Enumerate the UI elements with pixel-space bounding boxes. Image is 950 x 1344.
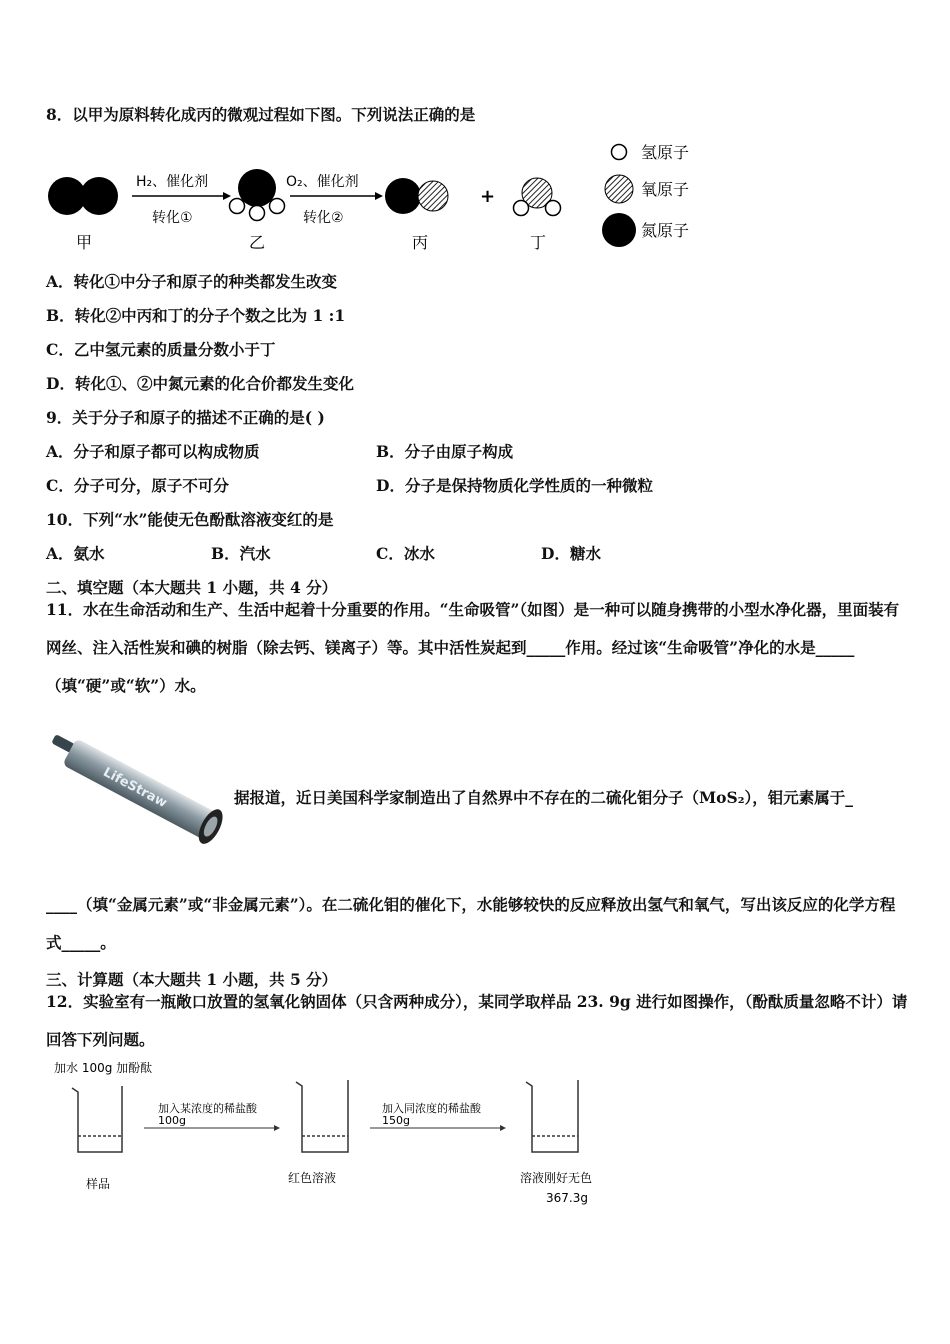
- q8-reaction-diagram: [40, 138, 720, 258]
- q10-option-a: A．氨水: [46, 544, 105, 563]
- q8-option-b: B．转化②中丙和丁的分子个数之比为 1 :1: [46, 306, 346, 325]
- section-2-heading: 二、填空题（本大题共 1 小题，共 4 分）: [46, 578, 338, 597]
- q12-stem: 12．实验室有一瓶敞口放置的氢氧化钠固体（只含两种成分），某同学取样品 23. 9g 进行如图操作，（酚酞质量忽略不计）请回答下列问题。: [46, 992, 908, 1049]
- q9-option-d: D．分子是保持物质化学性质的一种微粒: [376, 476, 653, 495]
- label-jia: 甲: [76, 233, 93, 252]
- legend: [602, 143, 689, 247]
- legend-oxygen-label: 氧原子: [641, 180, 690, 199]
- q8-stem: 8．以甲为原料转化成丙的微观过程如下图。下列说法正确的是: [46, 105, 476, 124]
- molecule-jia: [48, 177, 118, 215]
- q8-option-d: D．转化①、②中氮元素的化合价都发生变化: [46, 374, 354, 393]
- q8-option-a: A．转化①中分子和原子的种类都发生改变: [46, 272, 338, 291]
- lifestraw-brand-text: LifeStraw: [100, 764, 170, 812]
- beaker3-label: 溶液刚好无色: [520, 1171, 593, 1185]
- legend-nitrogen-icon: [602, 213, 636, 247]
- q9-stem: 9．关于分子和原子的描述不正确的是( ): [46, 408, 325, 427]
- q9-option-b: B．分子由原子构成: [376, 442, 514, 461]
- q10-option-c: C．冰水: [376, 544, 435, 563]
- q10-option-d: D．糖水: [541, 544, 601, 563]
- q10-stem: 10．下列“水”能使无色酚酞溶液变红的是: [46, 510, 334, 529]
- section-3-heading: 三、计算题（本大题共 1 小题，共 5 分）: [46, 970, 338, 989]
- mass-label: 367.3g: [546, 1191, 588, 1205]
- molecule-yi: [230, 169, 285, 221]
- legend-hydrogen-icon: [612, 145, 627, 160]
- legend-nitrogen-label: 氮原子: [641, 221, 690, 240]
- q12-experiment-diagram: [40, 1052, 640, 1212]
- arrow1-amount: 100g: [158, 1114, 186, 1127]
- arrow1-text: 加入某浓度的稀盐酸: [158, 1102, 257, 1115]
- label-yi: 乙: [249, 233, 266, 252]
- legend-hydrogen-label: 氢原子: [641, 143, 690, 162]
- arrow1-top-text: H₂、催化剂: [136, 174, 209, 190]
- arrow1-bottom-text: 转化①: [152, 210, 193, 226]
- q9-option-a: A．分子和原子都可以构成物质: [46, 442, 260, 461]
- plus-sign: +: [480, 186, 496, 207]
- molecule-ding: [514, 178, 561, 216]
- q11-paragraph-1: 11．水在生命活动和生产、生活中起着十分重要的作用。“生命吸管”（如图）是一种可以随身携带的小型水净化器，里面装有网丝、注入活性炭和碘的树脂（除去钙、镁离子）等。其中活性炭起到_____作用。经过该“生命吸管”净化的水是_____（填“硬”或“软”）水。: [46, 600, 900, 695]
- beaker-3: [526, 1080, 578, 1152]
- beaker2-label: 红色溶液: [288, 1171, 337, 1185]
- q11-paragraph-2: ____（填“金属元素”或“非金属元素”）。在二硫化钼的催化下，水能够较快的反应释放出氢气和氧气，写出该反应的化学方程式_____。: [46, 895, 896, 952]
- arrow2-bottom-text: 转化②: [303, 210, 344, 226]
- lifestraw-image: [40, 714, 240, 864]
- arrow2-amount: 150g: [382, 1114, 410, 1127]
- q8-option-c: C．乙中氢元素的质量分数小于丁: [46, 340, 276, 359]
- beaker-1: [72, 1086, 122, 1152]
- beaker1-label: 样品: [86, 1177, 111, 1191]
- arrow2-text: 加入同浓度的稀盐酸: [382, 1102, 481, 1115]
- label-bing: 丙: [412, 233, 429, 252]
- beaker-2: [296, 1080, 348, 1152]
- q11-side-text: 据报道，近日美国科学家制造出了自然界中不存在的二硫化钼分子（MoS₂），钼元素属于_: [234, 788, 853, 807]
- q10-option-b: B．汽水: [211, 544, 271, 563]
- q12-top-label: 加水 100g 加酚酞: [54, 1061, 153, 1075]
- molecule-bing: [385, 178, 448, 214]
- legend-oxygen-icon: [605, 175, 633, 203]
- arrow2-top-text: O₂、催化剂: [286, 174, 359, 190]
- label-ding: 丁: [530, 233, 547, 252]
- q9-option-c: C．分子可分，原子不可分: [46, 476, 229, 495]
